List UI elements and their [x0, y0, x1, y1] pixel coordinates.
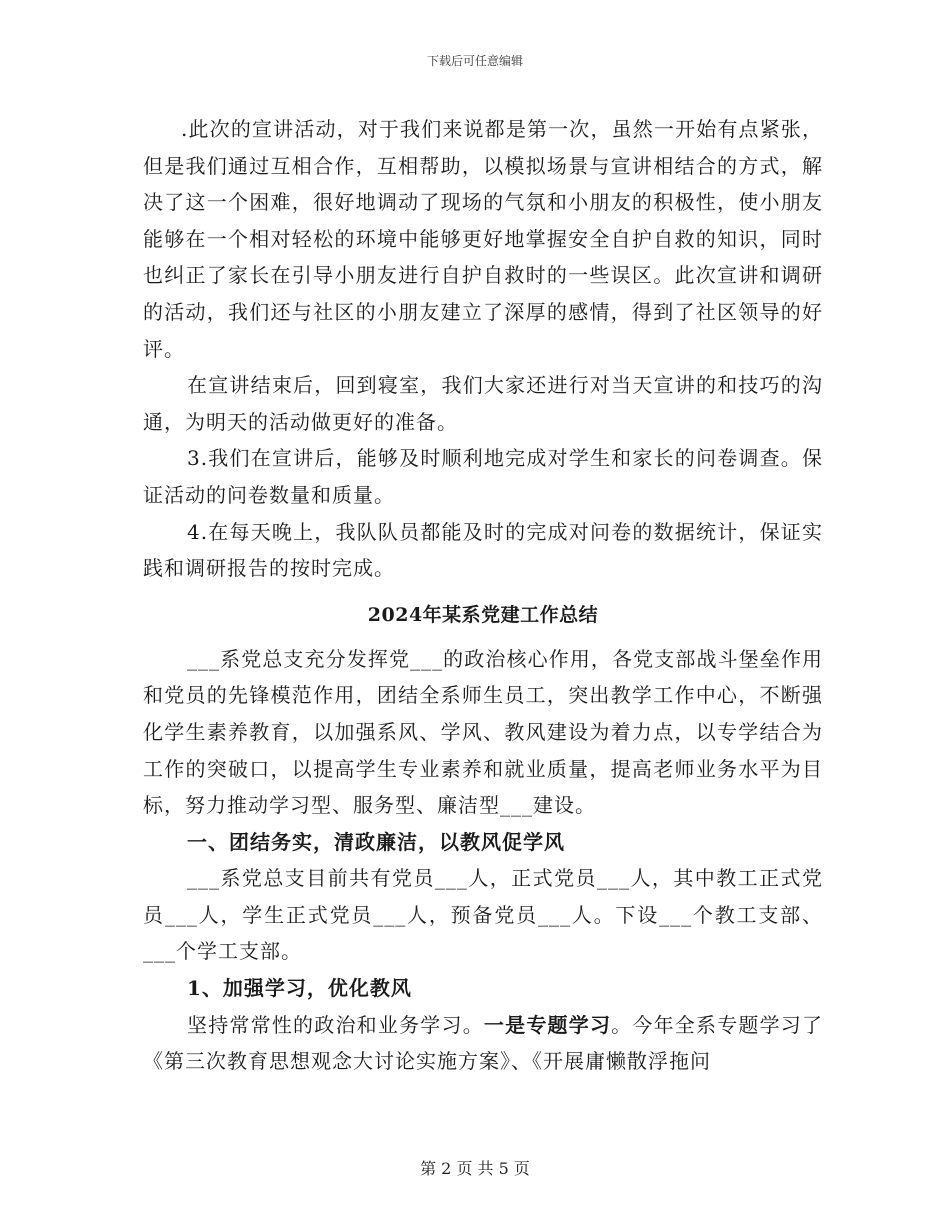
section-heading-1: 一、团结务实，清政廉洁，以教风促学风 — [187, 829, 565, 854]
paragraph-party-overview: ___系党总支充分发挥党___的政治核心作用，各党支部战斗堡垒作用和党员的先锋模范作用，团结全系师生员工，突出教学工作中心，不断强化学生素养教育，以加强系风、学风、教风建设为着力点，以专学结合为工作的突破口，以提高学生专业素养和就业质量，提高老师业务水平为目标，努力推动学习型、服务型、廉洁型___建设。 — [143, 646, 823, 818]
subsection-heading-1: 1、加强学习，优化教风 — [187, 976, 412, 1001]
document-title: 2024年某系党建工作总结 — [367, 603, 599, 626]
paragraph-item-3: 3.我们在宣讲后，能够及时顺利地完成对学生和家长的问卷调查。保证活动的问卷数量和质量。 — [143, 446, 823, 507]
paragraph-study — [143, 1007, 823, 1080]
page-header: 下载后可任意编辑 — [426, 54, 523, 68]
study-text-start: 坚持常常性的政治和业务学习。 — [187, 1012, 484, 1037]
document-body — [143, 111, 823, 1080]
paragraph-publicity-activity: .此次的宣讲活动，对于我们来说都是第一次，虽然一开始有点紧张，但是我们通过互相合作，互相帮助，以模拟场景与宣讲相结合的方式，解决了这一个困难，很好地调动了现场的气氛和小朋友的积极性，使小朋友能够在一个相对轻松的环境中能够更好地掌握安全自护自救的知识，同时也纠正了家长在引导小朋友进行自护自救时的一些误区。此次宣讲和调研的活动，我们还与社区的小朋友建立了深厚的感情，得到了社区领导的好评。 — [143, 117, 823, 361]
study-text-end: 。今年全系专题学习了《第三次教育思想观念大讨论实施方案》、《开展庸懒散浮拖问 — [143, 1012, 824, 1074]
page-footer: 第 2 页 共 5 页 — [420, 1159, 530, 1178]
paragraph-item-4: 4.在每天晚上，我队队员都能及时的完成对问卷的数据统计，保证实践和调研报告的按时完成。 — [143, 519, 823, 581]
paragraph-party-members: ___系党总支目前共有党员___人，正式党员___人，其中教工正式党员___人，学生正式党员___人，预备党员___人。下设___个教工支部、___个学工支部。 — [143, 866, 823, 964]
study-text-bold: 一是专题学习 — [483, 1012, 612, 1037]
paragraph-after-publicity: 在宣讲结束后，回到寝室，我们大家还进行对当天宣讲的和技巧的沟通，为明天的活动做更好的准备。 — [143, 373, 823, 434]
